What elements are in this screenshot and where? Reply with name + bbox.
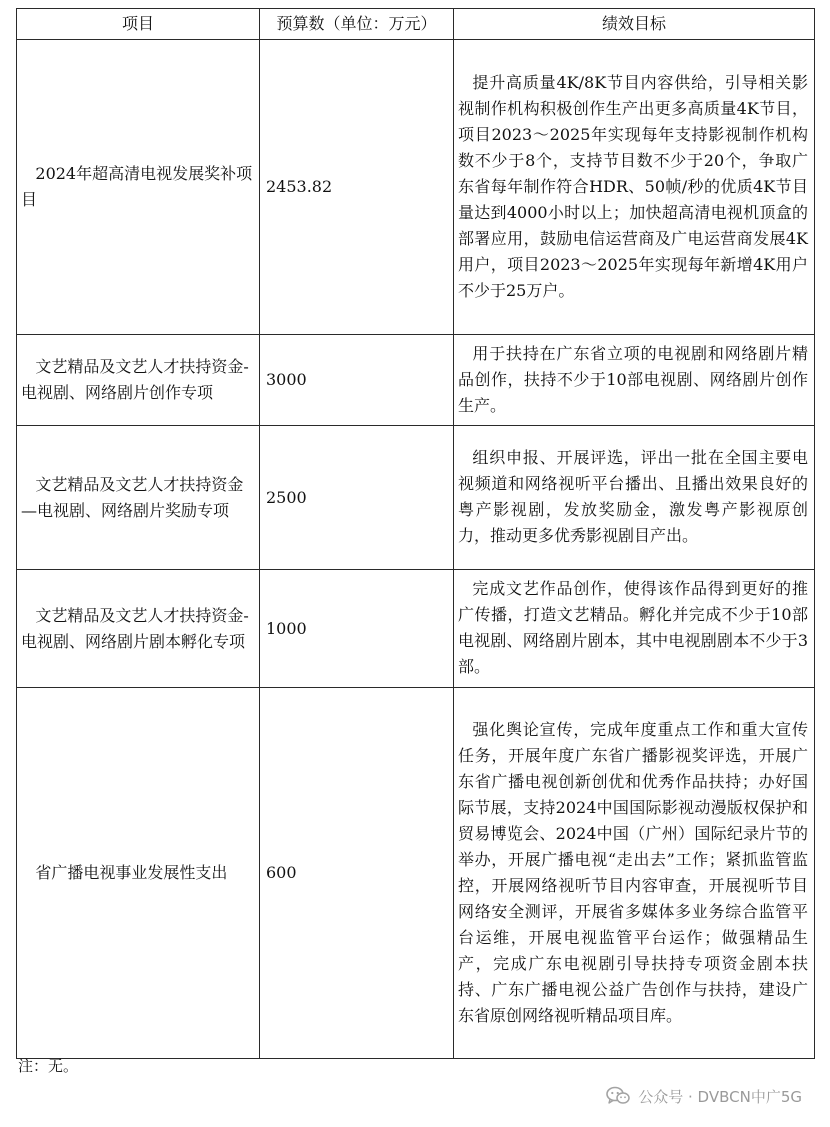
budget-amount: 600	[260, 688, 454, 1059]
performance-goal: 完成文艺作品创作，使得该作品得到更好的推广传播，打造文艺精品。孵化并完成不少于10部电视剧、网络剧片剧本，其中电视剧剧本不少于3部。	[454, 570, 815, 688]
item-name: 省广播电视事业发展性支出	[17, 688, 260, 1059]
wechat-icon	[606, 1086, 630, 1106]
budget-table	[16, 8, 815, 1059]
watermark-text: 公众号 · DVBCN中广5G	[638, 1087, 802, 1106]
table-row	[17, 335, 815, 426]
performance-goal: 组织申报、开展评选，评出一批在全国主要电视频道和网络视听平台播出、且播出效果良好的粤产影视剧，发放奖励金，激发粤产影视原创力，推动更多优秀影视剧目产出。	[454, 426, 815, 570]
table-row	[17, 426, 815, 570]
budget-amount: 2453.82	[260, 40, 454, 335]
table-row	[17, 570, 815, 688]
table-row	[17, 688, 815, 1059]
budget-sheet	[16, 8, 814, 1059]
budget-amount: 3000	[260, 335, 454, 426]
watermark	[606, 1082, 802, 1110]
item-name: 文艺精品及文艺人才扶持资金-电视剧、网络剧片创作专项	[17, 335, 260, 426]
performance-goal: 强化舆论宣传，完成年度重点工作和重大宣传任务，开展年度广东省广播影视奖评选，开展广东省广播电视创新创优和优秀作品扶持；办好国际节展，支持2024中国国际影视动漫版权保护和贸易博览会、2024中国（广州）国际纪录片节的举办，开展广播电视“走出去”工作；紧抓监管监控，开展网络视听节目内容审查，开展视听节目网络安全测评，开展省多媒体多业务综合监管平台运维，开展电视监管平台运作；做强精品生产，完成广东电视剧引导扶持专项资金剧本扶持、广东广播电视公益广告创作与扶持，建设广东省原创网络视听精品项目库。	[454, 688, 815, 1059]
budget-amount: 2500	[260, 426, 454, 570]
table-row	[17, 40, 815, 335]
budget-amount: 1000	[260, 570, 454, 688]
item-name: 文艺精品及文艺人才扶持资金-电视剧、网络剧片剧本孵化专项	[17, 570, 260, 688]
table-note: 注：无。	[18, 1057, 79, 1075]
item-name: 文艺精品及文艺人才扶持资金—电视剧、网络剧片奖励专项	[17, 426, 260, 570]
performance-goal: 提升高质量4K/8K节目内容供给，引导相关影视制作机构积极创作生产出更多高质量4K节目，项目2023～2025年实现每年支持影视制作机构数不少于8个，支持节目数不少于20个，争取广东省每年制作符合HDR、50帧/秒的优质4K节目量达到4000小时以上；加快超高清电视机顶盒的部署应用，鼓励电信运营商及广电运营商发展4K用户，项目2023～2025年实现每年新增4K用户不少于25万户。	[454, 40, 815, 335]
table-header-row	[17, 9, 815, 40]
performance-goal: 用于扶持在广东省立项的电视剧和网络剧片精品创作，扶持不少于10部电视剧、网络剧片创作生产。	[454, 335, 815, 426]
header-budget: 预算数（单位：万元）	[260, 9, 454, 40]
header-goal: 绩效目标	[454, 9, 815, 40]
header-item: 项目	[17, 9, 260, 40]
item-name: 2024年超高清电视发展奖补项目	[17, 40, 260, 335]
